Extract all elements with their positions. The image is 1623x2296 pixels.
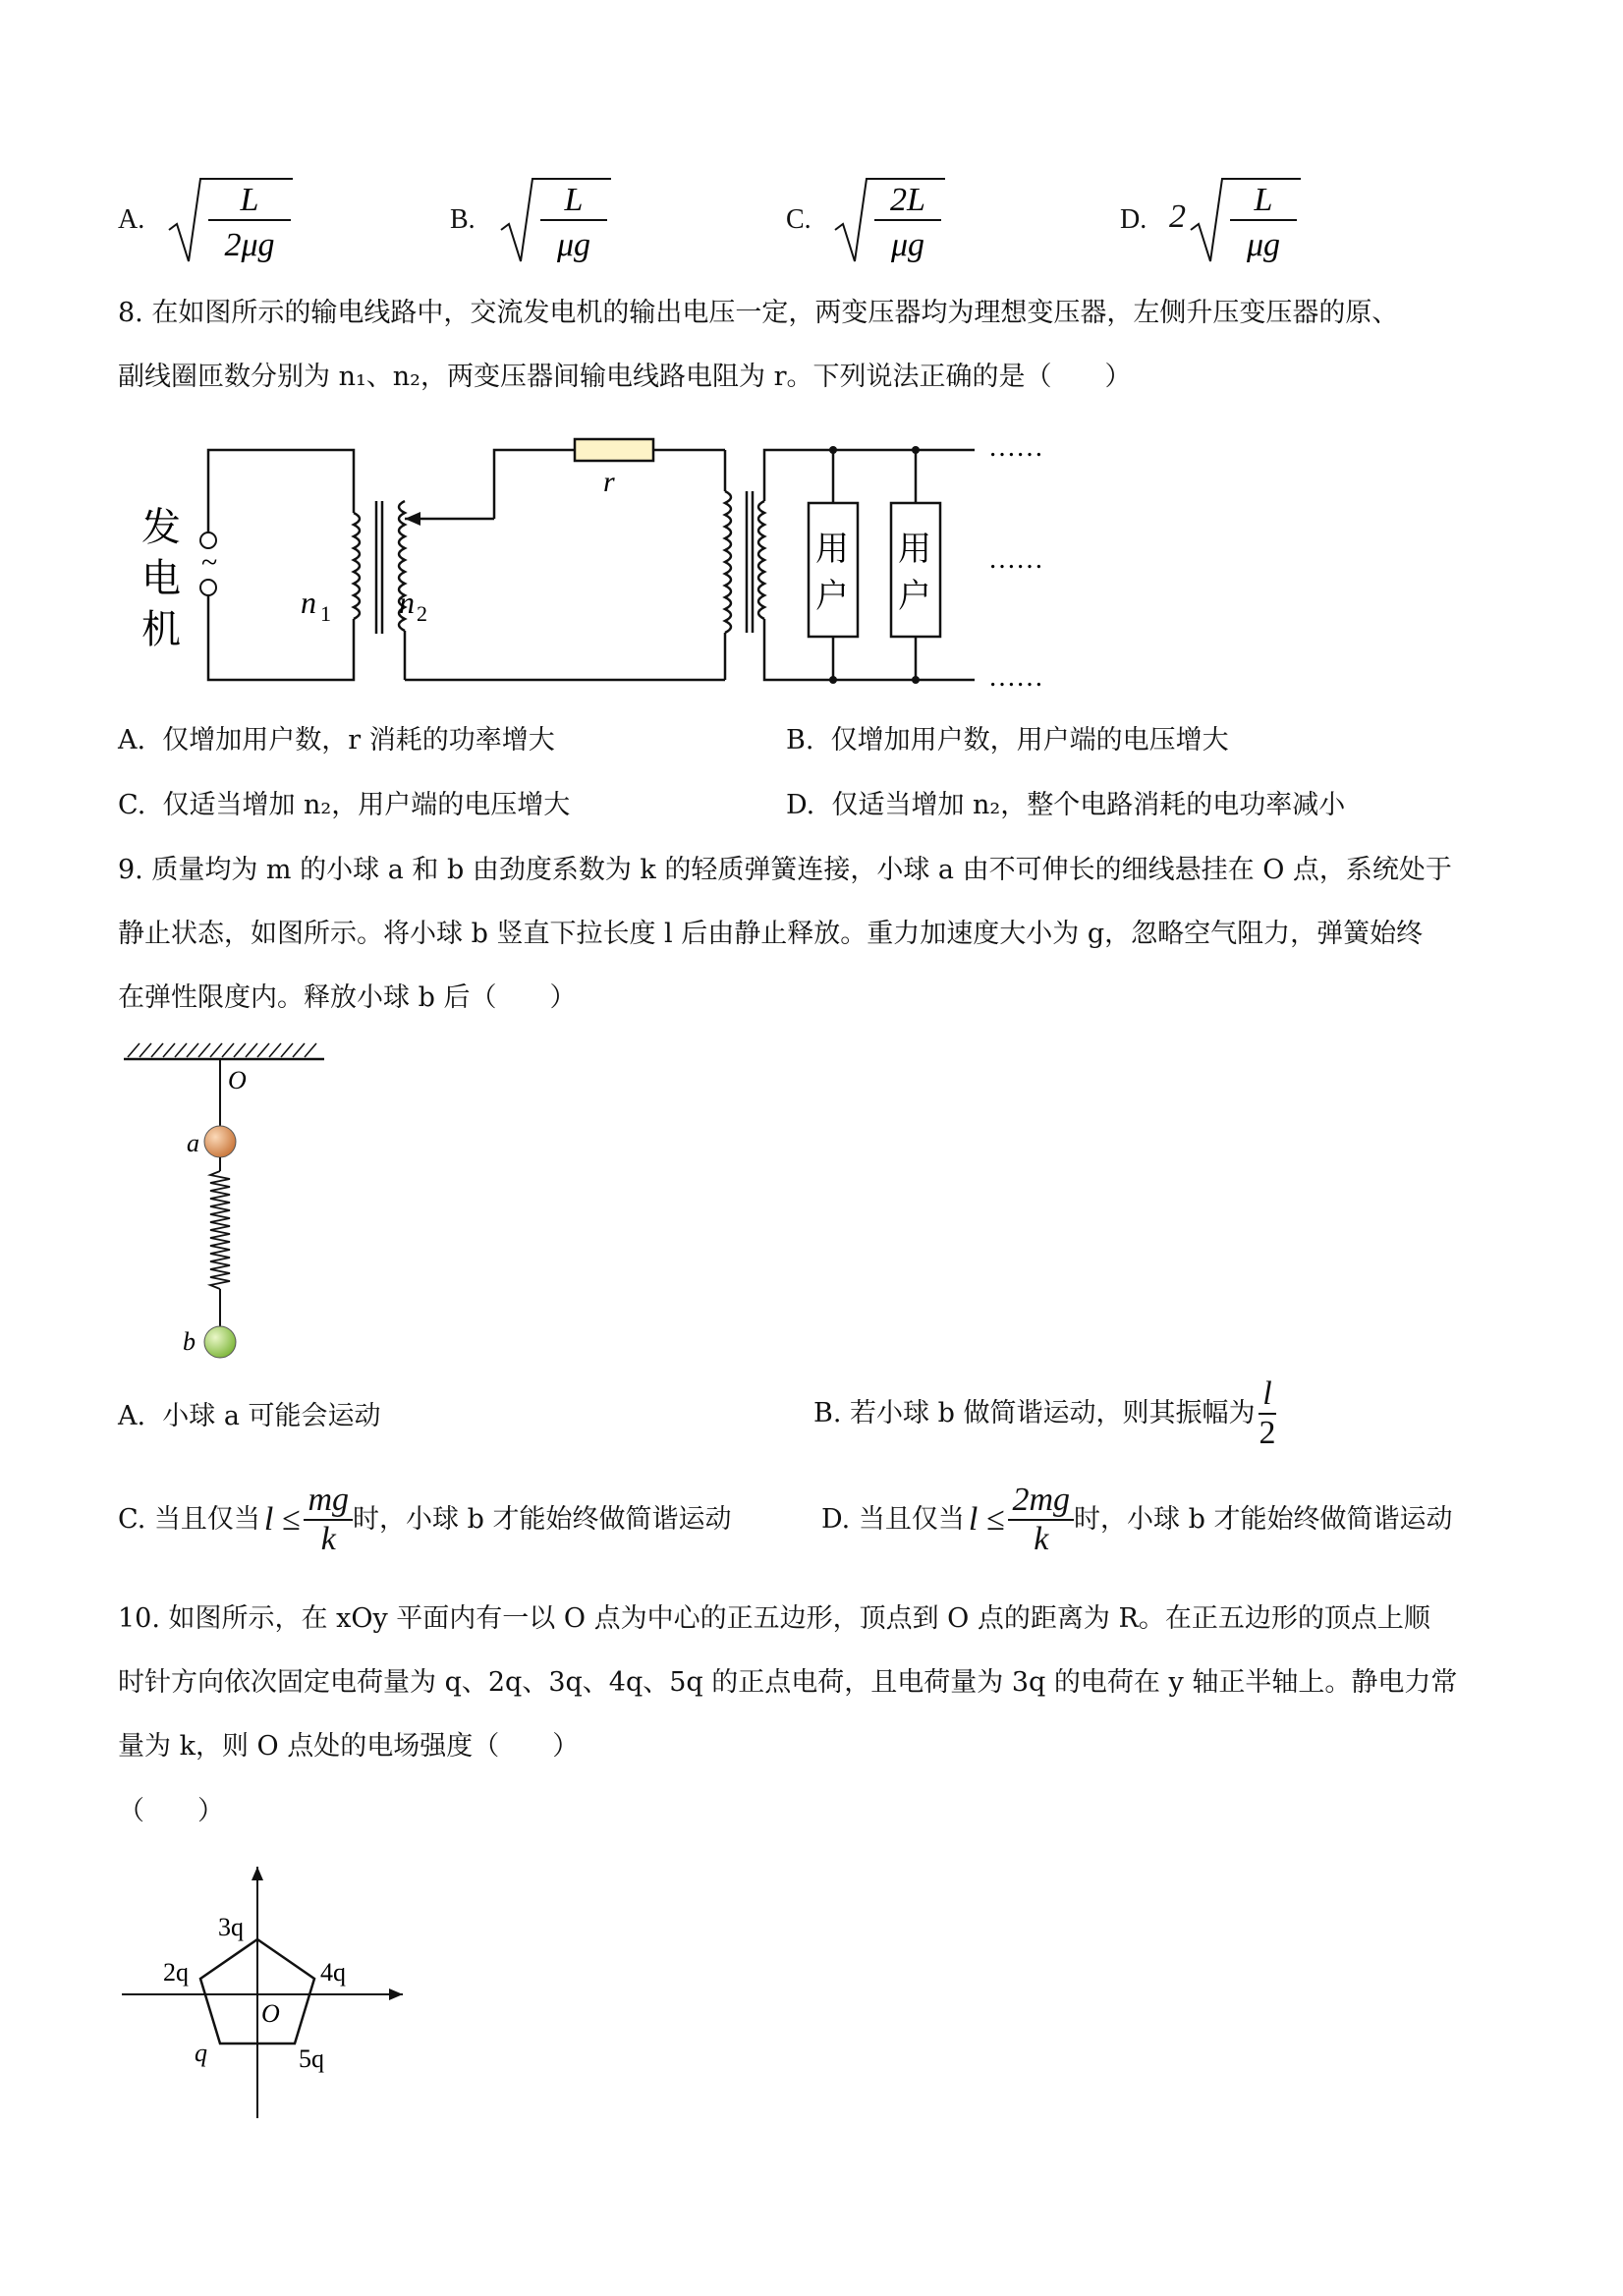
svg-text:2q: 2q bbox=[163, 1958, 189, 1987]
denominator: k bbox=[1034, 1521, 1049, 1557]
q9-option-d bbox=[821, 1482, 1453, 1558]
generator-label-1: 发 bbox=[141, 505, 181, 549]
q8-circuit-diagram bbox=[128, 422, 1110, 698]
option-text: 仅适当增加 n₂，整个电路消耗的电功率减小 bbox=[831, 790, 1346, 820]
generator-label-3: 机 bbox=[141, 607, 181, 651]
svg-text:μg: μg bbox=[556, 227, 591, 263]
svg-text:……: …… bbox=[988, 544, 1043, 575]
option-label: C. bbox=[118, 790, 146, 820]
svg-text:5q: 5q bbox=[299, 2044, 324, 2073]
q10-stem-line-1: 10. 如图所示，在 xOy 平面内有一以 O 点为中心的正五边形，顶点到 O 点的距离为 R。在正五边形的顶点上顺 bbox=[118, 1603, 1430, 1634]
fraction bbox=[1255, 1375, 1279, 1452]
svg-text:q: q bbox=[195, 2039, 207, 2067]
option-label: D. bbox=[821, 1504, 851, 1535]
option-label: A. bbox=[118, 204, 145, 235]
option-post-text: 时，小球 b 才能始终做简谐运动 bbox=[353, 1504, 732, 1535]
q10-stem-line-3: 量为 k，则 O 点处的电场强度（ ） bbox=[118, 1731, 580, 1762]
q10-pentagon-diagram bbox=[116, 1861, 420, 2126]
svg-text:O: O bbox=[228, 1066, 247, 1094]
generator-label-2: 电 bbox=[141, 556, 181, 600]
option-text: 仅增加用户数，r 消耗的功率增大 bbox=[162, 725, 555, 756]
option-post-text: 时，小球 b 才能始终做简谐运动 bbox=[1074, 1504, 1453, 1535]
sqrt-fraction bbox=[497, 171, 635, 269]
q8-option-c bbox=[118, 790, 570, 821]
option-label: A. bbox=[118, 1401, 146, 1431]
q9-spring-diagram bbox=[118, 1034, 334, 1368]
user-load-1 bbox=[809, 503, 858, 637]
option-pre-text: 当且仅当 bbox=[153, 1504, 260, 1535]
q8-option-a bbox=[118, 725, 555, 756]
spring bbox=[210, 1171, 230, 1289]
svg-text:O: O bbox=[261, 1999, 280, 2028]
svg-text:L: L bbox=[564, 182, 584, 218]
option-label: A. bbox=[118, 725, 146, 756]
svg-text:a: a bbox=[187, 1129, 199, 1157]
ac-tilde: ~ bbox=[201, 546, 218, 579]
svg-text:……: …… bbox=[988, 662, 1043, 693]
q10-stem-line-2: 时针方向依次固定电荷量为 q、2q、3q、4q、5q 的正点电荷，且电荷量为 3q 的电荷在 y 轴正半轴上。静电力常 bbox=[118, 1667, 1458, 1698]
svg-text:L: L bbox=[240, 182, 259, 218]
svg-text:n: n bbox=[399, 585, 415, 620]
q9-option-a bbox=[118, 1401, 381, 1432]
q8-option-b bbox=[786, 725, 1229, 756]
svg-text:……: …… bbox=[988, 432, 1043, 463]
option-label: C. bbox=[786, 204, 812, 235]
sqrt-fraction bbox=[165, 171, 303, 269]
q9-stem-line-2: 静止状态，如图所示。将小球 b 竖直下拉长度 l 后由静止释放。重力加速度大小为 g，忽略空气阻力，弹簧始终 bbox=[118, 919, 1424, 949]
coefficient: 2 bbox=[1169, 198, 1186, 235]
svg-text:3q: 3q bbox=[218, 1913, 244, 1941]
option-text: 仅适当增加 n₂，用户端的电压增大 bbox=[162, 790, 571, 820]
svg-text:n: n bbox=[301, 585, 316, 620]
option-text: 小球 a 可能会运动 bbox=[162, 1401, 381, 1431]
svg-text:r: r bbox=[603, 466, 615, 498]
q9-stem-line-3: 在弹性限度内。释放小球 b 后（ ） bbox=[118, 982, 577, 1013]
denominator: k bbox=[320, 1521, 336, 1557]
numerator: 2mg bbox=[1008, 1482, 1074, 1521]
svg-text:4q: 4q bbox=[320, 1958, 346, 1987]
user-load-2 bbox=[891, 503, 940, 637]
svg-text:用: 用 bbox=[815, 532, 849, 568]
denominator: 2 bbox=[1259, 1415, 1276, 1451]
resistor-r bbox=[575, 439, 653, 461]
numerator: l bbox=[1259, 1375, 1275, 1415]
svg-text:用: 用 bbox=[898, 532, 931, 568]
q9-option-c bbox=[118, 1482, 732, 1558]
fraction bbox=[304, 1482, 353, 1558]
svg-text:μg: μg bbox=[1246, 227, 1281, 263]
option-text: 仅增加用户数，用户端的电压增大 bbox=[830, 725, 1229, 756]
svg-text:b: b bbox=[183, 1327, 196, 1356]
option-label: D. bbox=[786, 790, 815, 820]
svg-text:μg: μg bbox=[890, 227, 925, 263]
option-label: C. bbox=[118, 1504, 146, 1535]
option-label: B. bbox=[786, 725, 814, 756]
numerator: mg bbox=[304, 1482, 353, 1521]
q8-option-d bbox=[786, 790, 1345, 821]
svg-text:2L: 2L bbox=[890, 182, 925, 218]
fraction bbox=[1008, 1482, 1074, 1558]
svg-text:2μg: 2μg bbox=[224, 227, 275, 263]
svg-text:户: 户 bbox=[898, 579, 931, 615]
q10-answer-bracket: （ ） bbox=[118, 1796, 224, 1826]
sqrt-fraction bbox=[1187, 171, 1324, 269]
option-label: B. bbox=[813, 1398, 842, 1428]
terminal-bottom bbox=[200, 580, 216, 595]
sqrt-fraction bbox=[831, 171, 969, 269]
option-label: B. bbox=[450, 204, 476, 235]
svg-text:L: L bbox=[1254, 182, 1273, 218]
svg-text:1: 1 bbox=[320, 601, 331, 626]
ball-b bbox=[204, 1326, 236, 1358]
q8-stem-line-2: 副线圈匝数分别为 n₁、n₂，两变压器间输电线路电阻为 r。下列说法正确的是（ ） bbox=[118, 362, 1132, 392]
inequality-lhs: l ≤ bbox=[968, 1501, 1005, 1538]
q9-stem-line-1: 9. 质量均为 m 的小球 a 和 b 由劲度系数为 k 的轻质弹簧连接，小球 a 由不可伸长的细线悬挂在 O 点，系统处于 bbox=[118, 855, 1452, 885]
q8-stem-line-1: 8. 在如图所示的输电线路中，交流发电机的输出电压一定，两变压器均为理想变压器，左侧升压变压器的原、 bbox=[118, 298, 1399, 328]
svg-text:户: 户 bbox=[815, 579, 849, 615]
inequality-lhs: l ≤ bbox=[263, 1501, 301, 1538]
svg-text:2: 2 bbox=[417, 601, 427, 626]
option-pre-text: 当且仅当 bbox=[858, 1504, 965, 1535]
option-text: 若小球 b 做简谐运动，则其振幅为 bbox=[850, 1398, 1256, 1428]
option-label: D. bbox=[1120, 204, 1147, 235]
q9-option-b bbox=[813, 1375, 1279, 1452]
ball-a bbox=[204, 1126, 236, 1157]
